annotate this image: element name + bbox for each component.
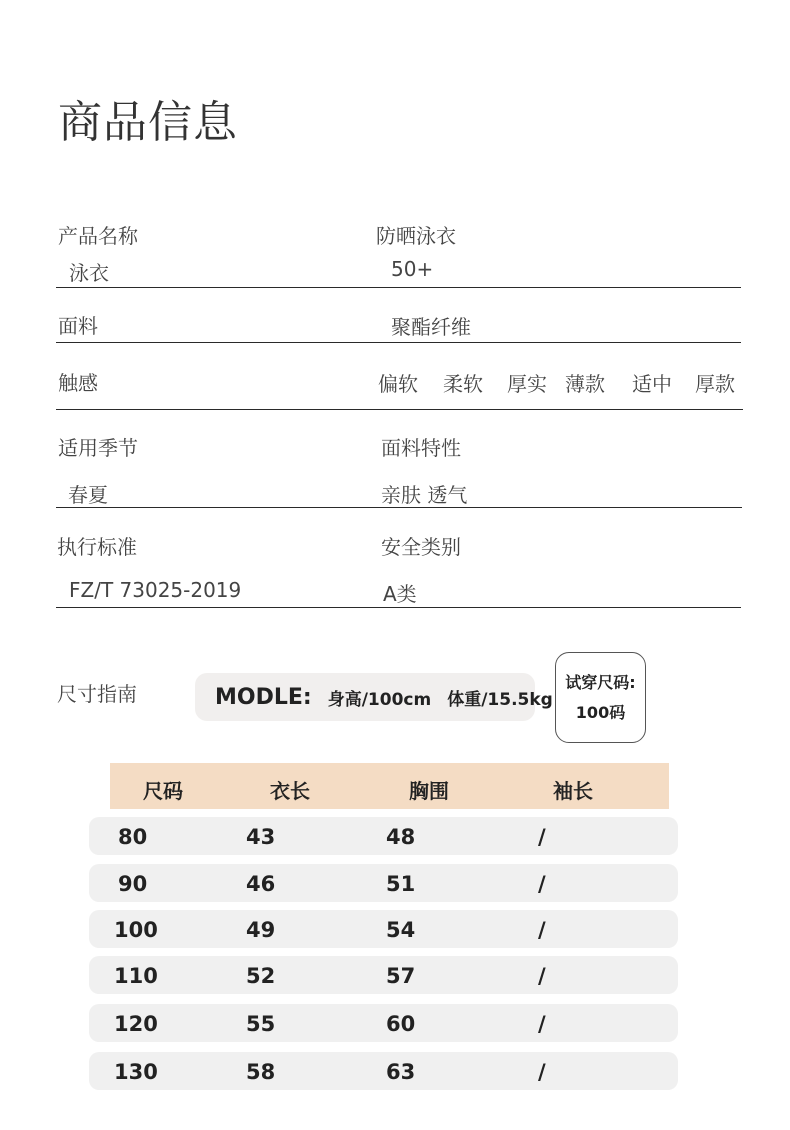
header-sleeve: 袖长 (553, 779, 593, 803)
season-value: 春夏 (68, 483, 108, 507)
cell-length: 43 (246, 825, 276, 849)
cell-size: 80 (118, 825, 148, 849)
cell-sleeve: / (538, 964, 546, 988)
touch-label: 触感 (58, 371, 98, 395)
cell-chest: 51 (386, 872, 416, 896)
standard-label: 执行标准 (57, 535, 137, 559)
touch-options (378, 368, 735, 397)
season-label: 适用季节 (58, 436, 138, 460)
standard-value: FZ/T 73025-2019 (69, 578, 242, 602)
try-size-box (555, 652, 646, 743)
safety-label: 安全类别 (381, 535, 461, 559)
fabric-feature-label: 面料特性 (381, 436, 461, 460)
try-size-value: 100码 (575, 702, 626, 722)
fabric-label: 面料 (58, 314, 98, 338)
cell-size: 130 (114, 1060, 158, 1084)
divider (56, 607, 741, 608)
product-name-label: 产品名称 (58, 224, 138, 248)
cell-length: 55 (246, 1012, 276, 1036)
cell-sleeve: / (538, 872, 546, 896)
model-label: MODLE: (215, 684, 312, 710)
table-row (89, 864, 678, 902)
product-name-value: 泳衣 (69, 261, 109, 285)
cell-chest: 54 (386, 918, 416, 942)
size-table-header (110, 763, 669, 809)
cell-sleeve: / (538, 918, 546, 942)
header-chest: 胸围 (409, 779, 449, 803)
model-info-box (195, 673, 553, 721)
divider (56, 342, 741, 343)
cell-length: 49 (246, 918, 276, 942)
cell-sleeve: / (538, 825, 546, 849)
divider (56, 287, 741, 288)
cell-size: 90 (118, 872, 148, 896)
cell-length: 46 (246, 872, 276, 896)
cell-sleeve: / (538, 1012, 546, 1036)
cell-sleeve: / (538, 1060, 546, 1084)
header-length: 衣长 (270, 779, 310, 803)
touch-option: 厚实 (507, 372, 547, 396)
sunproof-value: 50+ (391, 257, 434, 281)
divider (56, 409, 743, 410)
cell-chest: 60 (386, 1012, 416, 1036)
table-row (89, 1052, 678, 1090)
table-row (89, 910, 678, 948)
cell-size: 100 (114, 918, 158, 942)
divider (56, 507, 742, 508)
model-weight: 体重/15.5kg (447, 689, 553, 710)
header-size: 尺码 (143, 779, 183, 803)
cell-chest: 48 (386, 825, 416, 849)
touch-option: 偏软 (378, 372, 418, 396)
sunproof-label: 防晒泳衣 (376, 224, 456, 248)
cell-length: 58 (246, 1060, 276, 1084)
table-row (89, 1004, 678, 1042)
size-guide-label: 尺寸指南 (57, 682, 137, 706)
cell-size: 120 (114, 1012, 158, 1036)
touch-option: 柔软 (443, 372, 483, 396)
page-title: 商品信息 (58, 97, 238, 148)
cell-length: 52 (246, 964, 276, 988)
table-row (89, 817, 678, 855)
fabric-feature-value: 亲肤 透气 (381, 483, 468, 507)
try-size-label: 试穿尺码: (565, 672, 636, 692)
cell-size: 110 (114, 964, 158, 988)
fabric-value: 聚酯纤维 (391, 315, 471, 339)
cell-chest: 63 (386, 1060, 416, 1084)
safety-value: A类 (383, 582, 417, 606)
cell-chest: 57 (386, 964, 416, 988)
touch-option: 薄款 (565, 372, 605, 396)
table-row (89, 956, 678, 994)
touch-option: 厚款 (695, 372, 735, 396)
touch-option: 适中 (632, 372, 672, 396)
model-height: 身高/100cm (327, 689, 432, 710)
